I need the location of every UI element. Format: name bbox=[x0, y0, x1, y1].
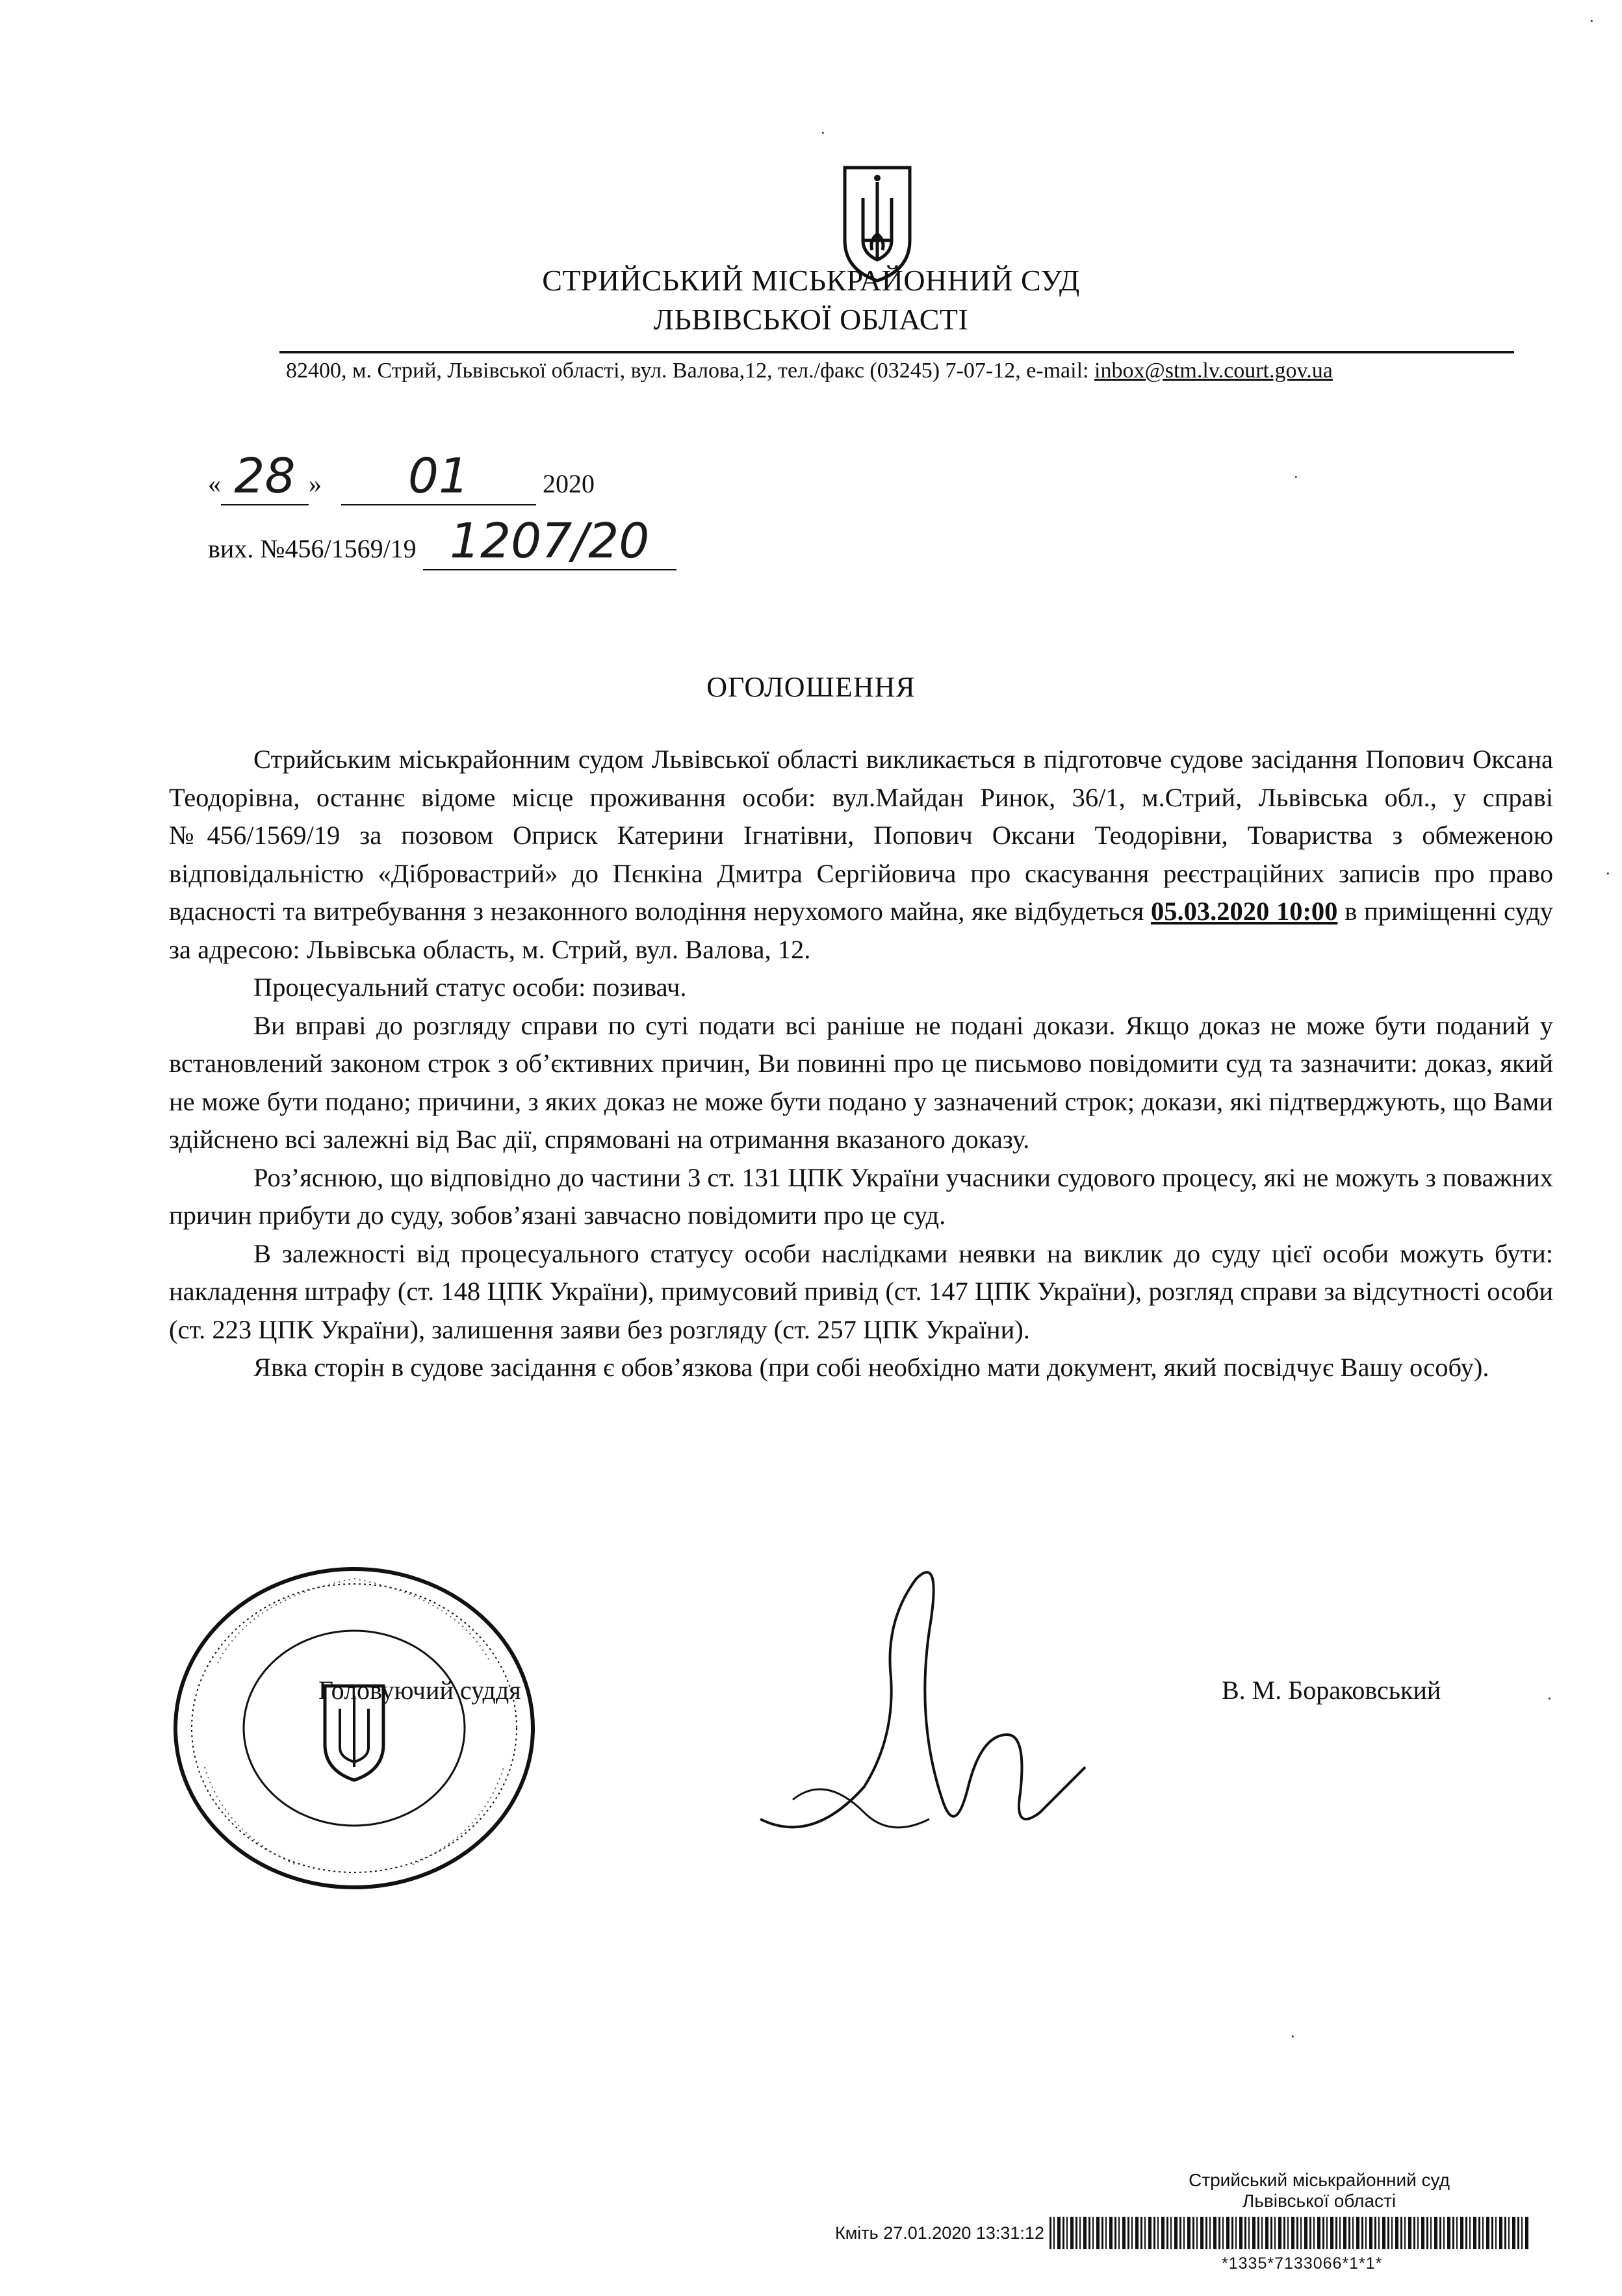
registration-court-name: Стрийський міськрайонний суд Львівської області bbox=[1189, 2170, 1450, 2211]
outgoing-label: вих. №456/1569/19 bbox=[208, 534, 417, 563]
presiding-judge-label: Головуючий суддя bbox=[318, 1676, 521, 1705]
judge-name: В. М. Бораковський bbox=[1222, 1676, 1441, 1705]
paragraph-evidence: Ви вправі до розгляду справи по суті подати всі раніше не подані докази. Якщо доказ не може бути поданий у встановлений законом строк з об’єктивних причин, Ви повинні про це письмово повідомити суд та зазначити: доказ, який не може бути подано; причини, з яких доказ не може бути подано у зазначений строк; докази, які підтверджують, що Вами здійснено всі залежні від Вас дії, спрямовані на отримання вказаного доказу. bbox=[169, 1010, 1553, 1154]
date-month-handwritten: 01 bbox=[341, 448, 536, 505]
scan-speck: · bbox=[1589, 12, 1595, 31]
registration-meta: Кміть 27.01.2020 13:31:12 bbox=[835, 2223, 1044, 2243]
paragraph-notice: Роз’яснюю, що відповідно до частини 3 ст. 131 ЦПК України учасники судового процесу, які не можуть з поважних причин прибути до суду, зобов’язані завчасно повідомити про це суд. bbox=[169, 1162, 1553, 1230]
court-name-line1: СТРИЙСЬКИЙ МІСЬКРАЙОННИЙ СУД bbox=[542, 264, 1080, 297]
court-name-line2: ЛЬВІВСЬКОЇ ОБЛАСТІ bbox=[653, 303, 969, 336]
date-open-quote: « bbox=[208, 469, 221, 498]
scan-speck: · bbox=[1293, 468, 1299, 487]
header-rule bbox=[279, 351, 1514, 353]
handwritten-signature bbox=[734, 1540, 1098, 1878]
outgoing-number bbox=[208, 513, 676, 570]
date-close-quote: » bbox=[309, 469, 322, 498]
announcement-body bbox=[169, 741, 1553, 1387]
scan-speck: · bbox=[820, 123, 826, 142]
document-title: ОГОЛОШЕННЯ bbox=[706, 671, 916, 703]
registration-barcode-row bbox=[835, 2217, 1530, 2249]
date-line bbox=[208, 448, 595, 505]
date-day-handwritten: 28 bbox=[221, 448, 309, 505]
address-text: 82400, м. Стрий, Львівської області, вул. Валова,12, тел./факс (03245) 7-07-12, e-mail: bbox=[286, 359, 1094, 383]
paragraph-consequences: В залежності від процесуального статусу особи наслідками неявки на виклик до суду цієї особи можуть бути: накладення штрафу (ст. 148 ЦПК України), примусовий привід (ст. 147 ЦПК України), розгляд справи за відсутності особи (ст. 223 ЦПК України), залишення заяви без розгляду (ст. 257 ЦПК України). bbox=[169, 1238, 1553, 1344]
paragraph-status: Процесуальний статус особи: позивач. bbox=[253, 973, 687, 1002]
date-year: 2020 bbox=[543, 469, 595, 498]
court-seal-icon bbox=[166, 1559, 543, 1897]
paragraph-attendance: Явка сторін в судове засідання є обов’язкова (при собі необхідно мати документ, який посвідчує Вашу особу). bbox=[253, 1353, 1489, 1382]
hearing-datetime: 05.03.2020 10:00 bbox=[1150, 897, 1338, 926]
barcode-icon bbox=[1049, 2217, 1530, 2249]
court-email: inbox@stm.lv.court.gov.ua bbox=[1094, 359, 1333, 383]
scan-speck: · bbox=[1605, 864, 1611, 883]
paragraph-summons: Стрийським міськрайонним судом Львівської області викликається в підготовче судове засідання Попович Оксана Теодорівна, останнє відоме місце проживання особи: вул.Майдан Ринок, 36/1, м.Стрий, Львівська обл., у справі №456/1569/19 за позовом Оприск Катерини Ігнатівни, Попович Оксани Теодорівни, Товариства з обмеженою відповідальністю «Діброваcтрий» до Пєнкіна Дмитра Сергійовича про скасування реєстраційних записів про право вдасності та витребування з незаконного володіння нерухомого майна, яке відбудеться 05.03.2020 10:00 в приміщенні суду за адресою: Львівська область, м. Стрий, вул. Валова, 12. bbox=[169, 745, 1554, 964]
scan-speck: · bbox=[1290, 2027, 1296, 2046]
outgoing-handwritten-number: 1207/20 bbox=[423, 513, 676, 570]
barcode-code: *1335*7133066*1*1* bbox=[1222, 2254, 1383, 2273]
scan-speck: · bbox=[1547, 1689, 1552, 1708]
court-address bbox=[286, 359, 1333, 383]
